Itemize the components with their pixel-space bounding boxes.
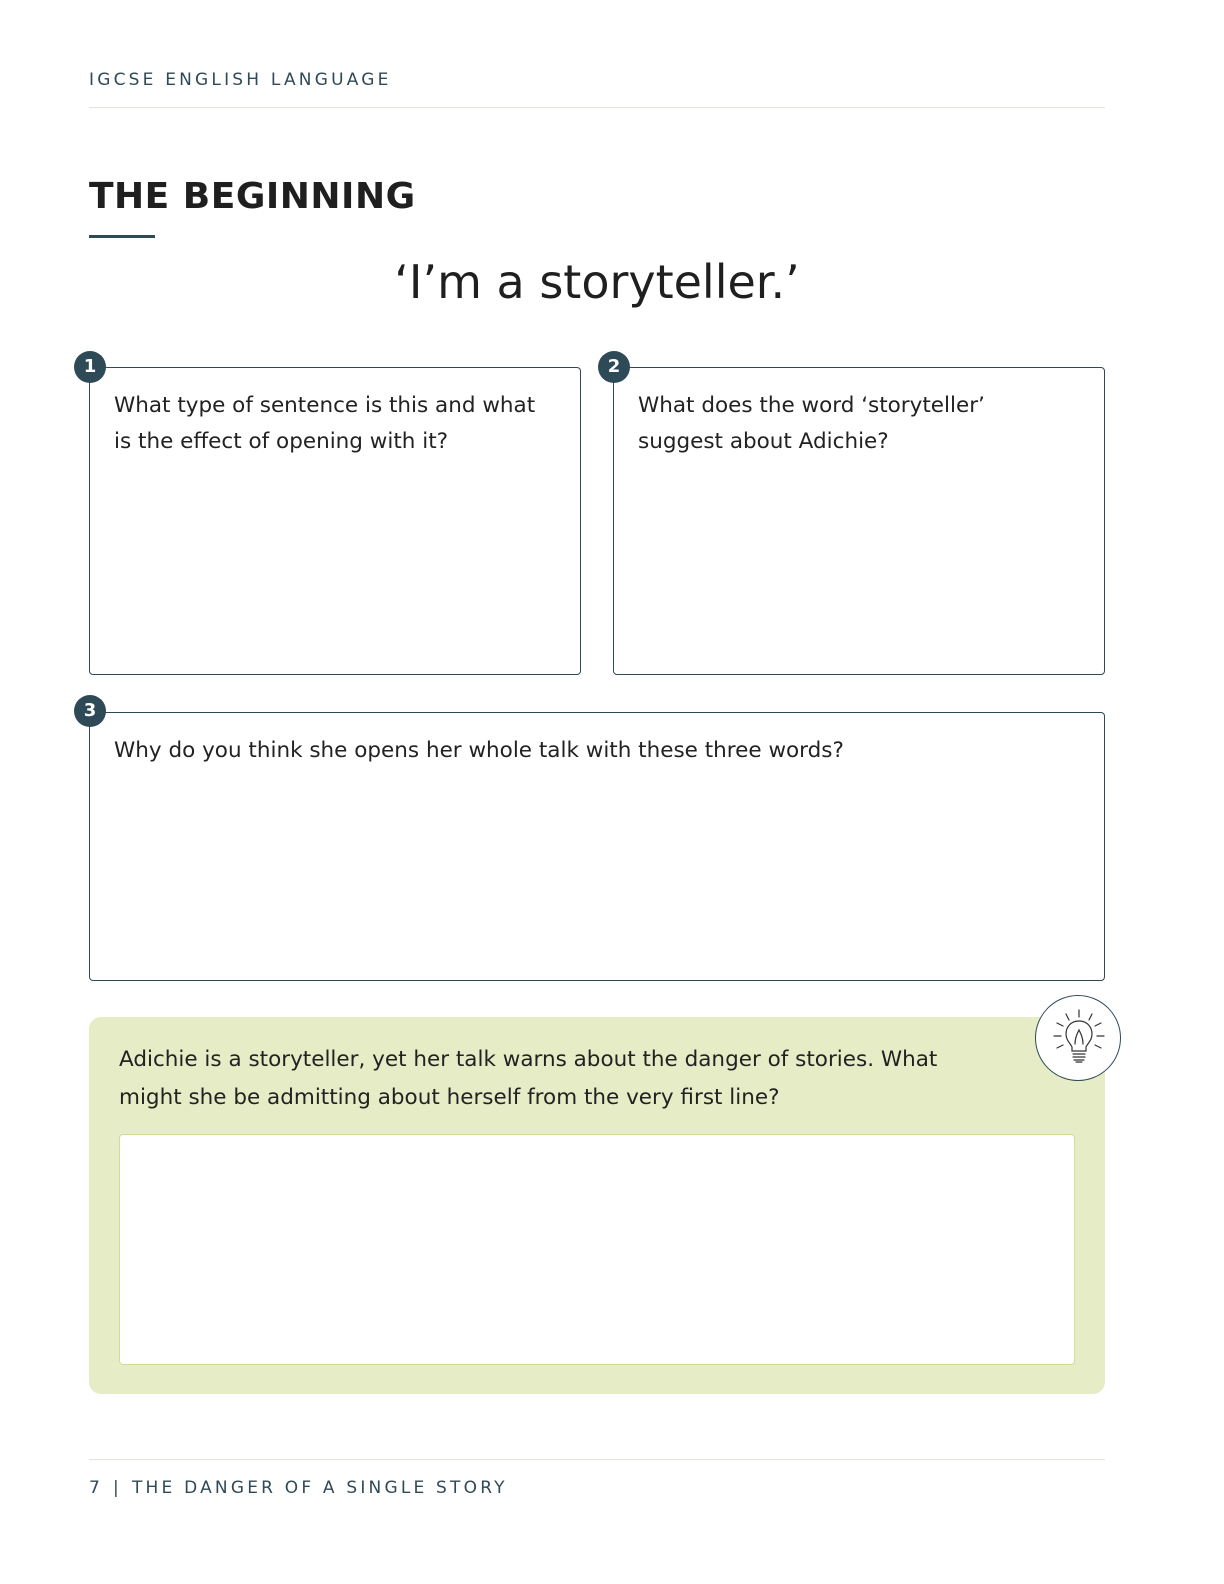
footer-divider bbox=[89, 1459, 1105, 1460]
reflection-panel bbox=[89, 1017, 1105, 1394]
page-number: 7 bbox=[89, 1478, 104, 1498]
question-3-text: Why do you think she opens her whole talk with these three words? bbox=[114, 738, 844, 763]
header-divider bbox=[89, 107, 1105, 108]
question-box-2[interactable] bbox=[613, 367, 1105, 675]
header-label: IGCSE ENGLISH LANGUAGE bbox=[89, 70, 392, 90]
featured-quote: ‘I’m a storyteller.’ bbox=[394, 255, 800, 309]
question-box-1[interactable] bbox=[89, 367, 581, 675]
question-number-badge-3: 3 bbox=[74, 695, 106, 727]
lightbulb-icon bbox=[1035, 995, 1121, 1081]
question-box-3[interactable] bbox=[89, 712, 1105, 981]
question-number-badge-2: 2 bbox=[598, 351, 630, 383]
footer-title: THE DANGER OF A SINGLE STORY bbox=[131, 1478, 508, 1498]
footer bbox=[89, 1478, 508, 1498]
footer-separator: | bbox=[113, 1478, 122, 1498]
question-1-text: What type of sentence is this and what is the effect of opening with it? bbox=[114, 393, 536, 454]
section-title: THE BEGINNING bbox=[89, 176, 416, 217]
title-underline bbox=[89, 235, 155, 238]
reflection-prompt: Adichie is a storyteller, yet her talk warns about the danger of stories. What might she be admitting about herself from the very first line? bbox=[119, 1047, 938, 1110]
question-number-badge-1: 1 bbox=[74, 351, 106, 383]
reflection-answer-area[interactable] bbox=[119, 1134, 1075, 1365]
question-2-text: What does the word ‘storyteller’ suggest about Adichie? bbox=[638, 393, 985, 454]
